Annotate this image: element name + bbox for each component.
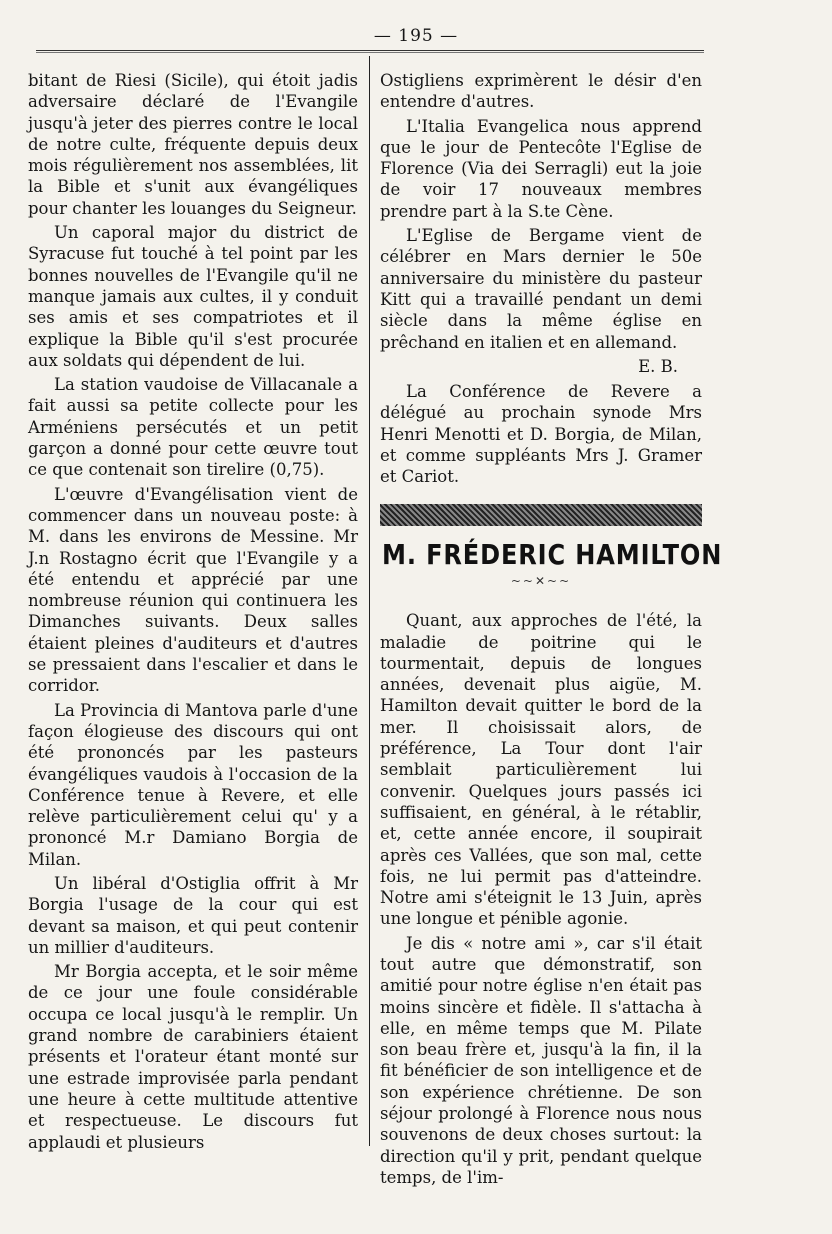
page-number: — 195 — bbox=[373, 26, 459, 46]
right-column bbox=[380, 70, 723, 1191]
left-paragraph: La station vaudoise de Villacanale a fait aussi sa petite collecte pour les Arméniens persécutés et un petit garçon a donné pour cette œuvre tout ce que contenait son tirelire (0,75). bbox=[28, 375, 358, 480]
article-paragraph: Je dis « notre ami », car s'il était tout autre que démonstratif, son amitié pour notre église n'en était pas moins sincère et fidèle. Il s'attacha à elle, en même temps que M. Pilate son beau frère et, jusqu'à la fin, il la fit bénéficier de son intelligence et de son expérience chrétienne. De son séjour prolongé à Florence nous nous souvenons de deux choses surtout: la direction qu'il y prit, pendant quelque temps, de l'im- bbox=[380, 933, 702, 1187]
header-rule bbox=[36, 50, 704, 53]
left-paragraph: Mr Borgia accepta, et le soir même de ce jour une foule considérable occupa ce local jusqu'à le remplir. Un grand nombre de carabiniers étaient présents et l'orateur étant monté sur une estrade improvisée parla pendant une heure à cette multitude attentive et respectueuse. Le discours fut applaudi et plusieurs bbox=[28, 962, 358, 1152]
column-divider bbox=[369, 56, 370, 1146]
left-paragraph: Un libéral d'Ostiglia offrit à Mr Borgia l'usage de la cour qui est devant sa maison, et qui peut contenir un millier d'auditeurs. bbox=[28, 873, 358, 957]
left-paragraph: bitant de Riesi (Sicile), qui étoit jadis adversaire déclaré de l'Evangile jusqu'à jeter des pierres contre le local de notre culte, fréquente depuis deux mois régulièrement nos assemblées, lit la Bible et s'unit aux évangéliques pour chanter les louanges du Seigneur. bbox=[28, 71, 358, 218]
left-paragraph: La Provincia di Mantova parle d'une façon élogieuse des discours qui ont été prononcés par les pasteurs évangéliques vaudois à l'occasion de la Conférence tenue à Revere, et elle relève particulièrement celui qu' y a prononcé M.r Damiano Borgia de Milan. bbox=[28, 700, 358, 869]
right-paragraph: L'Italia Evangelica nous apprend que le jour de Pentecôte l'Eglise de Florence (Via dei Serragli) eut la joie de voir 17 nouveaux membres prendre part à la S.te Cène. bbox=[380, 116, 702, 221]
right-paragraph: Ostigliens exprimèrent le désir d'en entendre d'autres. bbox=[380, 71, 702, 112]
left-paragraph: Un caporal major du district de Syracuse fut touché à tel point par les bonnes nouvelles de l'Evangile qu'il ne manque jamais aux cultes, il y conduit ses amis et ses compatriotes et il explique la Bible qu'il s'est procurée aux soldats qui dépendent de lui. bbox=[28, 223, 358, 370]
left-column bbox=[28, 70, 358, 1156]
signature: E. B. bbox=[638, 356, 678, 376]
ornament-divider: ~~✕~~ bbox=[510, 573, 572, 588]
left-paragraph: L'œuvre d'Evangélisation vient de commencer dans un nouveau poste: à M. dans les environs de Messine. Mr J.n Rostagno écrit que l'Evangile y a été entendu et apprécié par une nombreuse réunion qui continuera les Dimanches suivants. Deux salles étaient pleines d'auditeurs et d'autres se pressaient dans l'escalier et dans le corridor. bbox=[28, 484, 358, 696]
article-paragraph: Quant, aux approches de l'été, la maladie de poitrine qui le tourmentait, depuis de longues années, devenait plus aigüe, M. Hamilton devait quitter le bord de la mer. Il choisissait alors, de préférence, La Tour dont l'air semblait particulièrement lui convenir. Quelques jours passés ici suffisaient, en général, à le rétablir, et, cette année encore, il soupirait après ces Vallées, que son mal, cette fois, ne lui permit pas d'atteindre. Notre ami s'éteignit le 13 Juin, après une longue et pénible agonie. bbox=[380, 611, 702, 929]
right-paragraph: L'Eglise de Bergame vient de célébrer en Mars dernier le 50e anniversaire du ministère du pasteur Kitt qui a travaillé pendant un demi siècle dans la même église en prêchand en italien et en allemand. bbox=[380, 226, 702, 352]
article-title: M. FRÉDERIC HAMILTON bbox=[382, 537, 723, 571]
decorative-band bbox=[380, 504, 702, 526]
right-paragraph: La Conférence de Revere a délégué au prochain synode Mrs Henri Menotti et D. Borgia, de Milan, et comme suppléants Mrs J. Gramer et Cariot. bbox=[380, 382, 702, 487]
